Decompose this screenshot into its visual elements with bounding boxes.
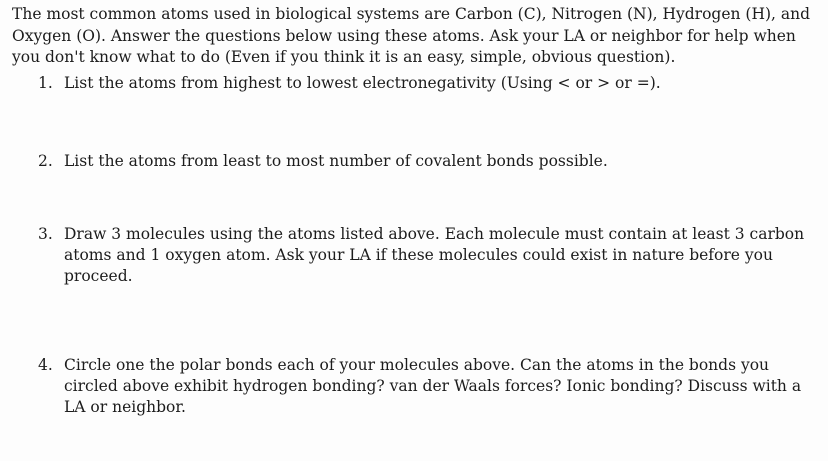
question-3: [38, 224, 808, 287]
question-4: [38, 355, 808, 418]
question-1-number: 1.: [38, 74, 53, 92]
question-4-number: 4.: [38, 356, 53, 374]
question-1: [38, 73, 808, 94]
question-1-text: List the atoms from highest to lowest electronegativity (Using < or > or =).: [64, 74, 661, 92]
question-2: [38, 151, 808, 172]
question-2-text: List the atoms from least to most number of covalent bonds possible.: [64, 152, 608, 170]
question-3-text: Draw 3 molecules using the atoms listed above. Each molecule must contain at least 3 carbon atoms and 1 oxygen atom. Ask your LA if these molecules could exist in nature before you proceed.: [64, 225, 805, 285]
intro-paragraph: The most common atoms used in biological systems are Carbon (C), Nitrogen (N), Hydrogen (H), and Oxygen (O). Answer the questions below using these atoms. Ask your LA or neighbor for help when you don't know what to do (Even if you think it is an easy, simple, obvious question).: [12, 5, 811, 66]
question-2-number: 2.: [38, 152, 53, 170]
question-4-text: Circle one the polar bonds each of your molecules above. Can the atoms in the bonds you circled above exhibit hydrogen bonding? van der Waals forces? Ionic bonding? Discuss with a LA or neighbor.: [64, 356, 802, 416]
question-3-number: 3.: [38, 225, 53, 243]
